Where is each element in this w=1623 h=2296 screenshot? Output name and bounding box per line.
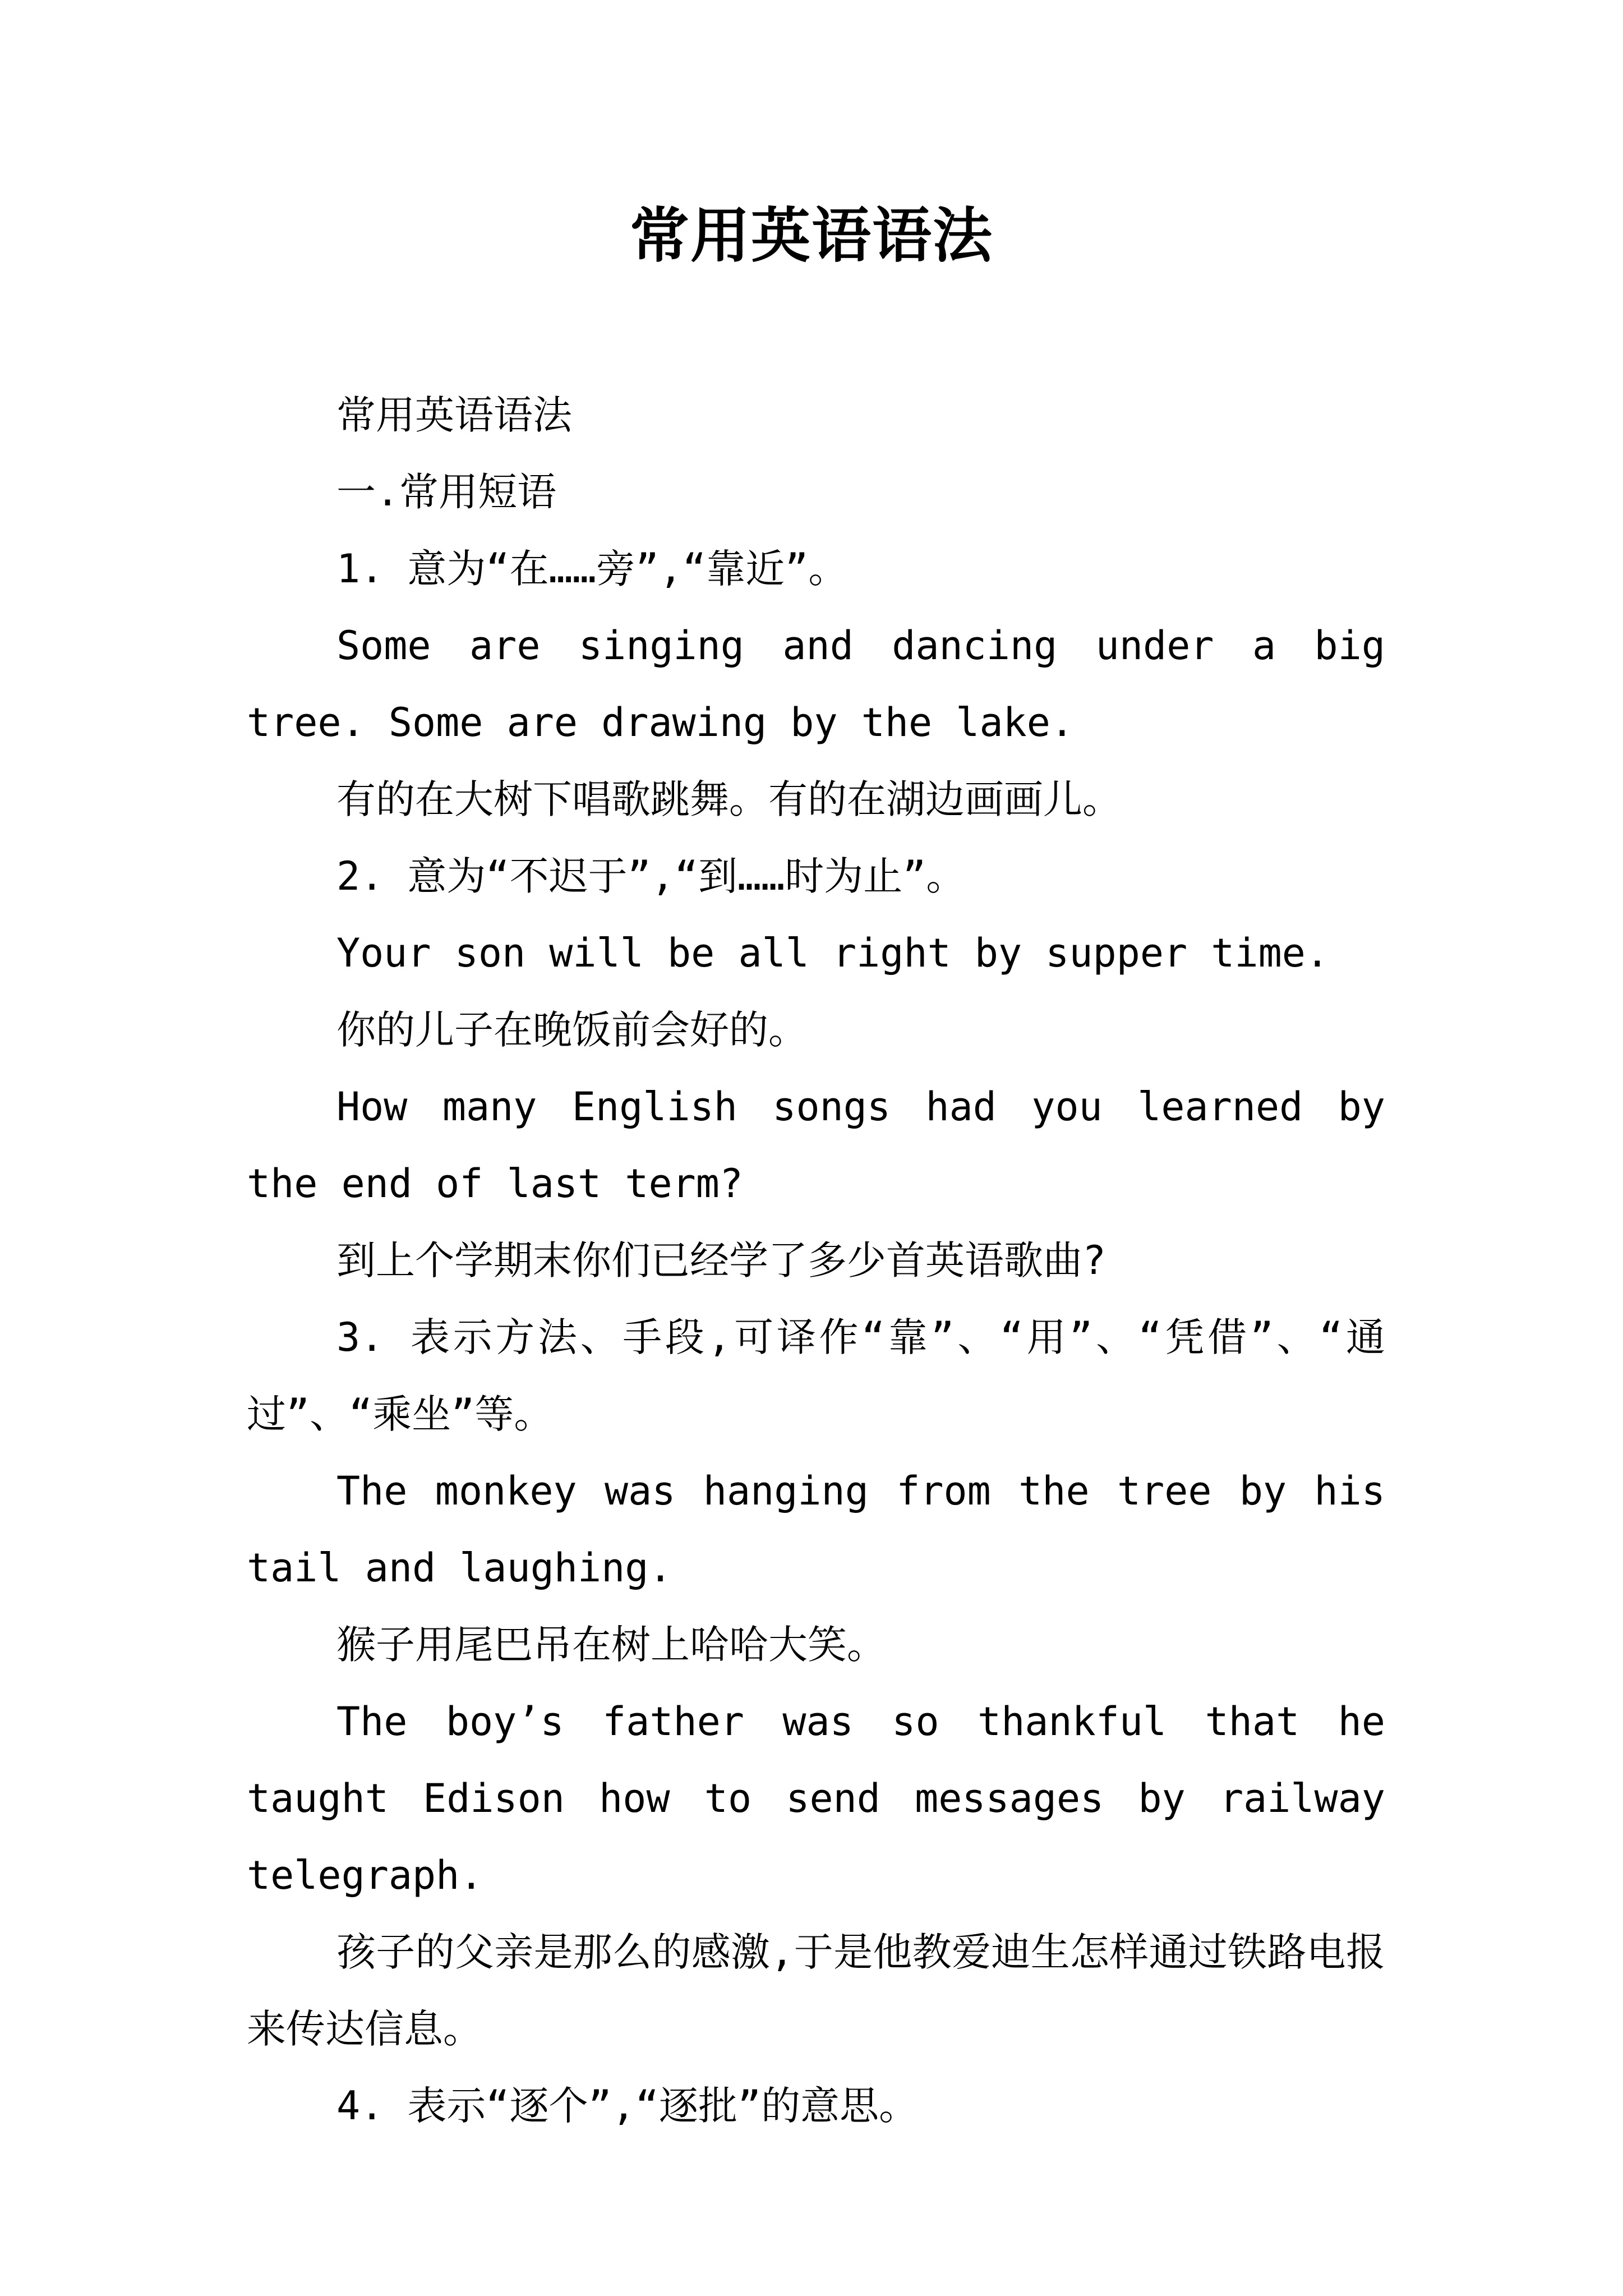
paragraph-example-zh: 你的儿子在晚饭前会好的。 xyxy=(336,1007,808,1053)
paragraph-example-zh: 到上个学期末你们已经学了多少首英语歌曲? xyxy=(336,1237,1106,1283)
paragraph-example-en: The monkey was hanging from the tree by his tail and laughing. xyxy=(247,1468,1385,1591)
paragraph-example-en: Some are singing and dancing under a big tree. Some are drawing by the lake. xyxy=(247,623,1385,746)
paragraph-section-title: 一.常用短语 xyxy=(336,469,557,515)
document-body xyxy=(247,377,1385,2145)
paragraph-example-zh: 孩子的父亲是那么的感激,于是他教爱迪生怎样通过铁路电报来传达信息。 xyxy=(247,1929,1385,2052)
paragraph-example-en: The boy’s father was so thankful that he taught Edison how to send messages by railway telegraph. xyxy=(247,1699,1385,1898)
paragraph-heading: 常用英语语法 xyxy=(336,392,572,438)
paragraph-example-zh: 猴子用尾巴吊在树上哈哈大笑。 xyxy=(336,1622,886,1668)
paragraph-example-en: Your son will be all right by supper time. xyxy=(336,930,1330,976)
paragraph-rule-1: 1. 意为“在……旁”,“靠近”。 xyxy=(336,546,848,592)
paragraph-rule-3: 3. 表示方法、手段,可译作“靠”、“用”、“凭借”、“通过”、“乘坐”等。 xyxy=(247,1314,1385,1437)
paragraph-rule-2: 2. 意为“不迟于”,“到……时为止”。 xyxy=(336,853,966,899)
paragraph-example-en: How many English songs had you learned by the end of last term? xyxy=(247,1084,1385,1207)
paragraph-rule-4: 4. 表示“逐个”,“逐批”的意思。 xyxy=(336,2083,919,2129)
document-title: 常用英语语法 xyxy=(630,200,993,270)
paragraph-example-zh: 有的在大树下唱歌跳舞。有的在湖边画画儿。 xyxy=(336,776,1122,822)
